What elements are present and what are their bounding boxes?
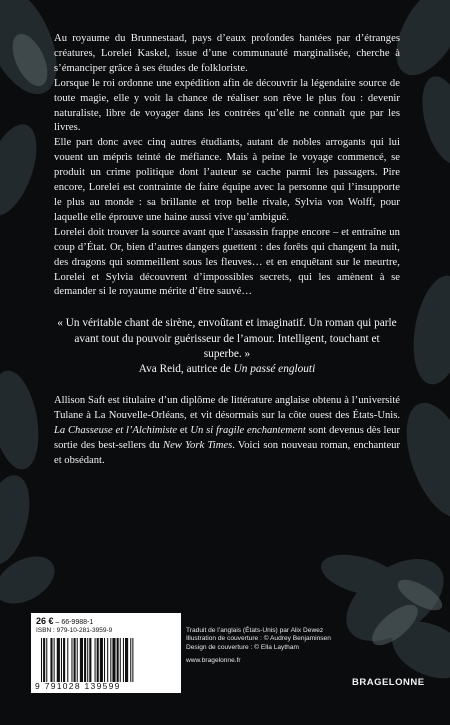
barcode-bar [43, 638, 45, 682]
barcode-bar [63, 638, 65, 682]
barcode-bar [110, 638, 111, 682]
barcode-bar [50, 638, 52, 682]
barcode-bar [71, 638, 72, 682]
barcode-bar [107, 638, 108, 682]
barcode-bar [41, 638, 42, 682]
barcode-bar [97, 638, 99, 682]
bio-book-2: Un si fragile enchantement [190, 424, 306, 436]
quote-text: « Un véritable chant de sirène, envoûtant et imaginatif. Un roman qui parle avant tout du pouvoir guérisseur de l’amour. Intelligent, touchant et superbe. » [57, 317, 397, 360]
barcode-bar [87, 638, 88, 682]
bio-part-4: . Voici son nouveau roman, enchanteur et obsédant. [54, 439, 400, 466]
bio-part-1: Allison Saft est titulaire d’un diplôme de littérature anglaise obtenu à l’université Tulane à La Nouvelle-Orléans, et vit désormais sur la côte ouest des États-Unis. [54, 395, 400, 422]
author-bio [54, 394, 400, 469]
price-line [36, 616, 93, 626]
synopsis-paragraph-1: Au royaume du Brunnestaad, pays d’eaux profondes hantées par d’étranges créatures, Lorelei Kaskel, issue d’une communauté marginalisée, cherche à s’émanciper grâce à ses études de folkloriste. [54, 33, 400, 74]
barcode-bar [57, 638, 60, 682]
barcode-bar [120, 638, 121, 682]
isbn: ISBN : 979-10-281-3959-9 [36, 627, 113, 634]
quote-author [54, 362, 400, 377]
barcode-bar [95, 638, 96, 682]
synopsis-paragraph-4: Lorelei doit trouver la source avant que l’assassin frappe encore – et entraîne un coup d’État. Or, bien d’autres dangers guettent : des forêts qui changent la nuit, des dragons qui sommeillent sous les fleuves… et en enquêtant sur le meurtre, Lorelei et Sylvia découvrent d’impossibles secrets, qui les amènent à se demander si le royaume mérite d’être sauvé… [54, 226, 400, 298]
barcode-bar [123, 638, 124, 682]
barcode-bar [46, 638, 47, 682]
barcode-bar [74, 638, 76, 682]
barcode-bars [41, 638, 175, 682]
barcode-bar [132, 638, 133, 682]
bio-part-2: et [177, 424, 191, 436]
barcode-bar [54, 638, 55, 682]
barcode-box [31, 613, 181, 693]
barcode-bar [67, 638, 68, 682]
barcode-bar [80, 638, 83, 682]
bio-part-3: sont devenus dès leur sortie des best-sellers du [54, 424, 400, 451]
credit-design: Design de couverture : © Ella Laytham [186, 643, 299, 651]
synopsis [54, 32, 400, 300]
barcode-bar [84, 638, 86, 682]
credits [186, 627, 331, 665]
back-cover-text [54, 32, 400, 469]
publisher-website: www.bragelonne.fr [186, 656, 241, 664]
bio-newspaper: New York Times [163, 439, 233, 451]
barcode-bar [89, 638, 91, 682]
barcode-bar [61, 638, 62, 682]
credit-illustration: Illustration de couverture : © Audrey Benjaminsen [186, 635, 331, 643]
barcode-bar [130, 638, 131, 682]
barcode-digits: 9 791028 139599 [35, 681, 121, 691]
barcode-bar [125, 638, 128, 682]
synopsis-paragraph-3: Elle part donc avec cinq autres étudiants, autant de nobles arrogants qui lui vouent un mépris teinté de méfiance. Mais à peine le voyage commencé, se produit un crime politique dont l’auteur se cache parmi les passagers. Pire encore, Lorelei est contrainte de faire équipe avec la personne qui l’insupporte le plus au monde : sa brillante et trop belle rivale, Sylvia von Wolff, pour laquelle elle éprouve une haine aussi vive qu’ambiguë. [54, 137, 400, 223]
barcode-bar [77, 638, 78, 682]
barcode-bar [100, 638, 103, 682]
price: 26 € [36, 616, 54, 626]
bio-book-1: La Chasseuse et l’Alchimiste [54, 424, 178, 436]
barcode-bar [117, 638, 119, 682]
publisher-logo: BRAGELONNE [352, 677, 425, 688]
credit-translation: Traduit de l’anglais (États-Unis) par Alix Dewez [186, 627, 324, 634]
review-quote [54, 316, 400, 377]
product-code: – 66-9988-1 [53, 619, 94, 626]
barcode-bar [104, 638, 105, 682]
quote-author-book: Un passé englouti [233, 362, 316, 375]
synopsis-paragraph-2: Lorsque le roi ordonne une expédition afin de découvrir la légendaire source de toute magie, elle y voit la chance de réaliser son rêve le plus fou : devenir naturaliste, libre de voyager dans les contrées qu’elle ne connaît que par les livres. [54, 77, 400, 134]
barcode-bar [112, 638, 115, 682]
quote-author-name: Ava Reid, autrice de [138, 362, 234, 375]
